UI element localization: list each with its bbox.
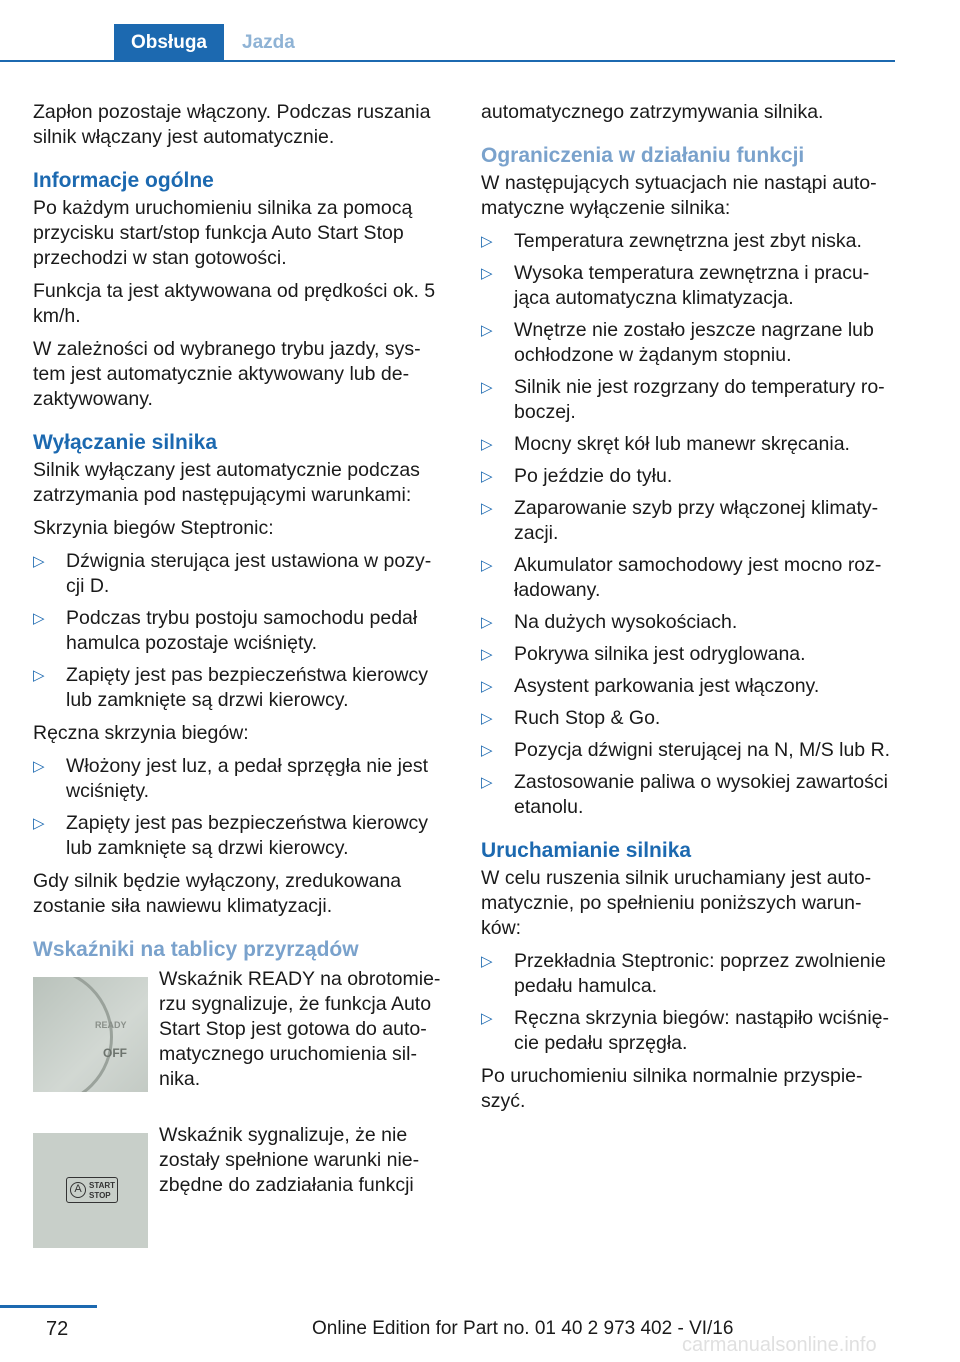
start-stop-indicator-image — [33, 1133, 148, 1248]
tab-underline — [0, 60, 895, 62]
list-item: ▷ Zastosowanie paliwa o wysokiej zawartości etanolu. — [481, 771, 888, 818]
general-paragraph-2: Funkcja ta jest aktywowana od prędkości ok. 5 km/h. — [33, 280, 436, 327]
bullet-triangle-icon: ▷ — [481, 953, 493, 970]
bullet-triangle-icon: ▷ — [481, 379, 493, 396]
list-item: ▷ Włożony jest luz, a pedał sprzęgła nie jest wciśnięty. — [33, 755, 429, 802]
bullet-triangle-icon: ▷ — [481, 742, 493, 759]
general-paragraph-1: Po każdym uruchomieniu silnika za pomocą przycisku start/stop funkcja Auto Start Stop przechodzi w stan gotowości. — [33, 197, 413, 269]
ready-indicator-block — [33, 967, 443, 1107]
bullet-triangle-icon: ▷ — [33, 667, 45, 684]
engine-start-list — [481, 949, 893, 1056]
heading-general-info: Informacje ogólne — [33, 169, 214, 192]
steptronic-label: Skrzynia biegów Steptronic: — [33, 517, 274, 539]
ready-gauge-image — [33, 977, 148, 1092]
bullet-triangle-icon: ▷ — [481, 774, 493, 791]
bullet-triangle-icon: ▷ — [481, 614, 493, 631]
intro-paragraph: Zapłon pozostaje włączony. Podczas ruszania silnik włączany jest automatycznie. — [33, 101, 431, 148]
list-item: ▷ Zapięty jest pas bezpieczeństwa kierowcy lub zamknięte są drzwi kierowcy. — [33, 664, 428, 711]
tab-obsluga[interactable]: Obsługa — [114, 24, 224, 62]
general-paragraph-3: W zależności od wybranego trybu jazdy, sys‐tem jest automatycznie aktywowany lub de‐zaktywowany. — [33, 338, 421, 410]
list-item: ▷ Zaparowanie szyb przy włączonej klimaty‐zacji. — [481, 497, 879, 544]
bullet-triangle-icon: ▷ — [481, 557, 493, 574]
list-item: ▷ Mocny skręt kół lub manewr skręcania. — [481, 433, 850, 455]
left-column — [33, 100, 443, 1247]
chapter-tabs — [0, 0, 895, 62]
auto-start-stop-letter: A — [70, 1182, 86, 1198]
engine-off-paragraph: Silnik wyłączany jest automatycznie podczas zatrzymania pod następującymi warunkami: — [33, 459, 420, 506]
list-item: ▷ Temperatura zewnętrzna jest zbyt niska. — [481, 230, 862, 252]
list-item: ▷ Wnętrze nie zostało jeszcze nagrzane lub ochłodzone w żądanym stopniu. — [481, 319, 874, 366]
auto-start-stop-word-2: STOP — [89, 1191, 111, 1200]
bullet-triangle-icon: ▷ — [33, 758, 45, 775]
bullet-triangle-icon: ▷ — [481, 322, 493, 339]
list-item: ▷ Wysoka temperatura zewnętrzna i pracu‐jąca automatyczna klimatyzacja. — [481, 262, 870, 309]
gauge-ready-label: READY — [95, 1020, 127, 1030]
list-item: ▷ Pokrywa silnika jest odryglowana. — [481, 643, 806, 665]
bullet-triangle-icon: ▷ — [33, 815, 45, 832]
watermark: carmanualsonline.info — [682, 1334, 877, 1356]
unavailable-indicator-block — [33, 1107, 443, 1247]
bullet-triangle-icon: ▷ — [481, 436, 493, 453]
list-item: ▷ Pozycja dźwigni sterującej na N, M/S lub R. — [481, 739, 891, 761]
manual-list — [33, 754, 443, 861]
list-item: ▷ Po jeździe do tyłu. — [481, 465, 673, 487]
bullet-triangle-icon: ▷ — [481, 646, 493, 663]
unavailable-indicator-text: Wskaźnik sygnalizuje, że nie zostały spełnione warunki nie‐zbędne do zadziałania funkcji — [159, 1124, 420, 1196]
auto-start-stop-word-1: START — [89, 1181, 116, 1190]
list-item: ▷ Ruch Stop & Go. — [481, 707, 661, 729]
list-item: ▷ Dźwignia sterująca jest ustawiona w pozy‐cji D. — [33, 550, 432, 597]
bullet-triangle-icon: ▷ — [481, 710, 493, 727]
list-item: ▷ Silnik nie jest rozgrzany do temperatury ro‐boczej. — [481, 376, 885, 423]
after-start-paragraph: Po uruchomieniu silnika normalnie przyspie‐szyć. — [481, 1065, 863, 1112]
page-number: 72 — [46, 1318, 69, 1340]
edition-note: Online Edition for Part no. 01 40 2 973 402 - VI/16 — [312, 1318, 734, 1339]
list-item: ▷ Na dużych wysokościach. — [481, 611, 738, 633]
heading-limitations: Ograniczenia w działaniu funkcji — [481, 144, 805, 167]
manual-label: Ręczna skrzynia biegów: — [33, 722, 249, 744]
list-item: ▷ Przekładnia Steptronic: poprzez zwolnienie pedału hamulca. — [481, 950, 886, 997]
list-item: ▷ Asystent parkowania jest włączony. — [481, 675, 820, 697]
limitations-list — [481, 229, 893, 820]
tab-jazda[interactable]: Jazda — [224, 24, 314, 62]
bullet-triangle-icon: ▷ — [481, 678, 493, 695]
list-item: ▷ Zapięty jest pas bezpieczeństwa kierowcy lub zamknięte są drzwi kierowcy. — [33, 812, 428, 859]
bullet-triangle-icon: ▷ — [481, 1010, 493, 1027]
bullet-triangle-icon: ▷ — [481, 233, 493, 250]
continued-paragraph: automatycznego zatrzymywania silnika. — [481, 101, 824, 123]
list-item: ▷ Akumulator samochodowy jest mocno roz‐ładowany. — [481, 554, 882, 601]
bullet-triangle-icon: ▷ — [481, 500, 493, 517]
right-column — [481, 100, 893, 1122]
footer-accent-line — [0, 1305, 97, 1308]
list-item: ▷ Podczas trybu postoju samochodu pedał hamulca pozostaje wciśnięty. — [33, 607, 418, 654]
list-item: ▷ Ręczna skrzynia biegów: nastąpiło wciśnię‐cie pedału sprzęgła. — [481, 1007, 890, 1054]
heading-indicators: Wskaźniki na tablicy przyrządów — [33, 938, 359, 961]
auto-start-stop-icon — [66, 1177, 118, 1203]
limitations-paragraph: W następujących sytuacjach nie nastąpi auto‐matyczne wyłączenie silnika: — [481, 172, 877, 219]
heading-engine-start: Uruchamianie silnika — [481, 839, 692, 862]
heading-engine-off: Wyłączanie silnika — [33, 431, 218, 454]
engine-start-paragraph: W celu ruszenia silnik uruchamiany jest auto‐matycznie, po spełnieniu poniższych warun‐ków: — [481, 867, 872, 939]
blower-paragraph: Gdy silnik będzie wyłączony, zredukowana zostanie siła nawiewu klimatyzacji. — [33, 870, 402, 917]
bullet-triangle-icon: ▷ — [33, 610, 45, 627]
steptronic-list — [33, 549, 443, 713]
bullet-triangle-icon: ▷ — [481, 468, 493, 485]
ready-indicator-text: Wskaźnik READY na obrotomie‐rzu sygnalizuje, że funkcja Auto Start Stop jest gotowa do auto‐matycznego uruchomienia sil‐nika. — [159, 968, 441, 1090]
bullet-triangle-icon: ▷ — [481, 265, 493, 282]
gauge-off-label: OFF — [103, 1046, 127, 1060]
bullet-triangle-icon: ▷ — [33, 553, 45, 570]
